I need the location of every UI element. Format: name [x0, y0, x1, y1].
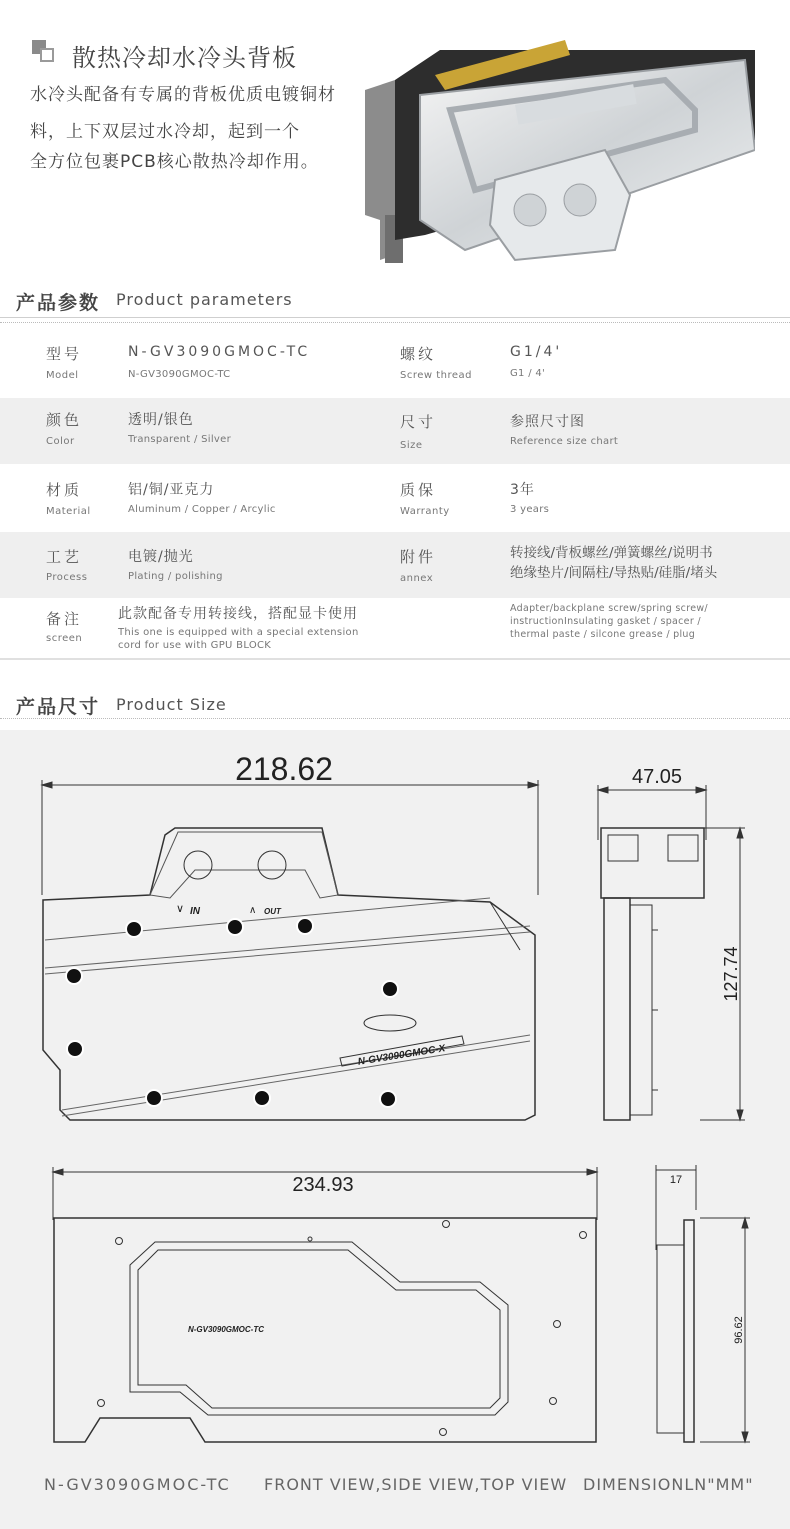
back-engraving: N-GV3090GMOC-TC	[187, 1325, 265, 1334]
param-row-process	[0, 532, 790, 598]
hero-text-line-2: 料，上下双层过水冷却，起到一个	[30, 122, 300, 142]
model-label-zh: 型号	[46, 345, 83, 363]
remark-value-en-2: cord for use with GPU BLOCK	[118, 640, 272, 651]
material-value-en: Aluminum / Copper / Arcylic	[128, 504, 276, 515]
warranty-value-en: 3 years	[510, 504, 550, 515]
in-arrow-icon: ∨	[176, 903, 185, 915]
caption-views: FRONT VIEW,SIDE VIEW,TOP VIEW	[264, 1475, 568, 1494]
dim-back-width: 234.93	[292, 1174, 354, 1196]
size-section-title-zh: 产品尺寸	[16, 696, 101, 718]
size-label-en: Size	[400, 440, 423, 451]
annex-en-line-1: Adapter/backplane screw/spring screw/	[510, 603, 708, 614]
process-label-zh: 工艺	[46, 548, 83, 566]
param-row-remark	[0, 598, 790, 660]
material-label-zh: 材质	[46, 481, 83, 499]
hero-text-line-3: 全方位包裹PCB核心散热冷却作用。	[30, 152, 319, 172]
dim-back-height: 96.62	[733, 1316, 745, 1344]
thread-label-en: Screw thread	[400, 370, 473, 381]
size-section-title-en: Product Size	[116, 695, 227, 714]
annex-en-line-2: instructionInsulating gasket / spacer /	[510, 616, 701, 627]
dim-front-height: 127.74	[721, 946, 741, 1002]
param-row-material	[0, 466, 790, 532]
caption-model: N-GV3090GMOC-TC	[44, 1475, 231, 1494]
front-engraving: N-GV3090GMOC-X	[357, 1043, 447, 1068]
caption-unit: DIMENSIONLN"MM"	[583, 1475, 754, 1494]
params-section-title-zh: 产品参数	[16, 292, 101, 314]
size-label-zh: 尺寸	[400, 413, 437, 431]
annex-value-line-1: 转接线/背板螺丝/弹簧螺丝/说明书	[510, 545, 713, 561]
thread-label-zh: 螺纹	[400, 345, 437, 363]
model-value: N-GV3090GMOC-TC	[128, 344, 311, 360]
hero-title: 散热冷却水冷头背板	[72, 44, 297, 72]
thread-value-en: G1 / 4'	[510, 368, 546, 379]
annex-label-en: annex	[400, 573, 434, 584]
annex-label-zh: 附件	[400, 548, 437, 566]
model-value-en: N-GV3090GMOC-TC	[128, 369, 231, 380]
process-label-en: Process	[46, 572, 88, 583]
params-bottom-rule	[0, 658, 790, 660]
warranty-value: 3年	[510, 482, 535, 498]
remark-value-en-1: This one is equipped with a special extension	[118, 627, 359, 638]
warranty-label-en: Warranty	[400, 506, 450, 517]
material-value: 铝/铜/亚克力	[128, 482, 215, 498]
model-label-en: Model	[46, 370, 79, 381]
in-port-label: IN	[190, 906, 200, 917]
hero-text-line-1: 水冷头配备有专属的背板优质电镀铜材	[30, 85, 336, 105]
process-value-en: Plating / polishing	[128, 571, 223, 582]
dim-side-depth: 47.05	[631, 766, 683, 788]
product-photo	[365, 20, 755, 265]
size-value-en: Reference size chart	[510, 436, 619, 447]
out-port-label: OUT	[264, 907, 281, 916]
params-section-title-en: Product parameters	[116, 290, 293, 309]
warranty-label-zh: 质保	[400, 481, 437, 499]
param-row-model	[0, 330, 790, 396]
dimension-drawing	[0, 730, 790, 1529]
title-square-icon	[32, 40, 54, 62]
annex-en-line-3: thermal paste / silcone grease / plug	[510, 629, 696, 640]
color-value-en: Transparent / Silver	[128, 434, 232, 445]
remark-label-en: screen	[46, 633, 83, 644]
process-value: 电镀/抛光	[128, 549, 194, 565]
size-divider	[0, 718, 790, 720]
color-value: 透明/银色	[128, 412, 194, 428]
remark-value: 此款配备专用转接线，搭配显卡使用	[118, 606, 358, 622]
remark-label-zh: 备注	[46, 610, 83, 628]
size-value: 参照尺寸图	[510, 414, 585, 430]
param-row-color	[0, 398, 790, 464]
params-section-header	[0, 288, 790, 318]
section-divider	[0, 322, 790, 326]
material-label-en: Material	[46, 506, 91, 517]
dim-top-depth: 17	[669, 1174, 683, 1186]
color-label-zh: 颜色	[46, 411, 83, 429]
dim-front-width: 218.62	[235, 751, 333, 787]
out-arrow-icon: ∧	[249, 905, 257, 916]
color-label-en: Color	[46, 436, 75, 447]
thread-value: G1/4'	[510, 344, 563, 360]
annex-value-line-2: 绝缘垫片/间隔柱/导热贴/硅脂/堵头	[510, 565, 718, 581]
